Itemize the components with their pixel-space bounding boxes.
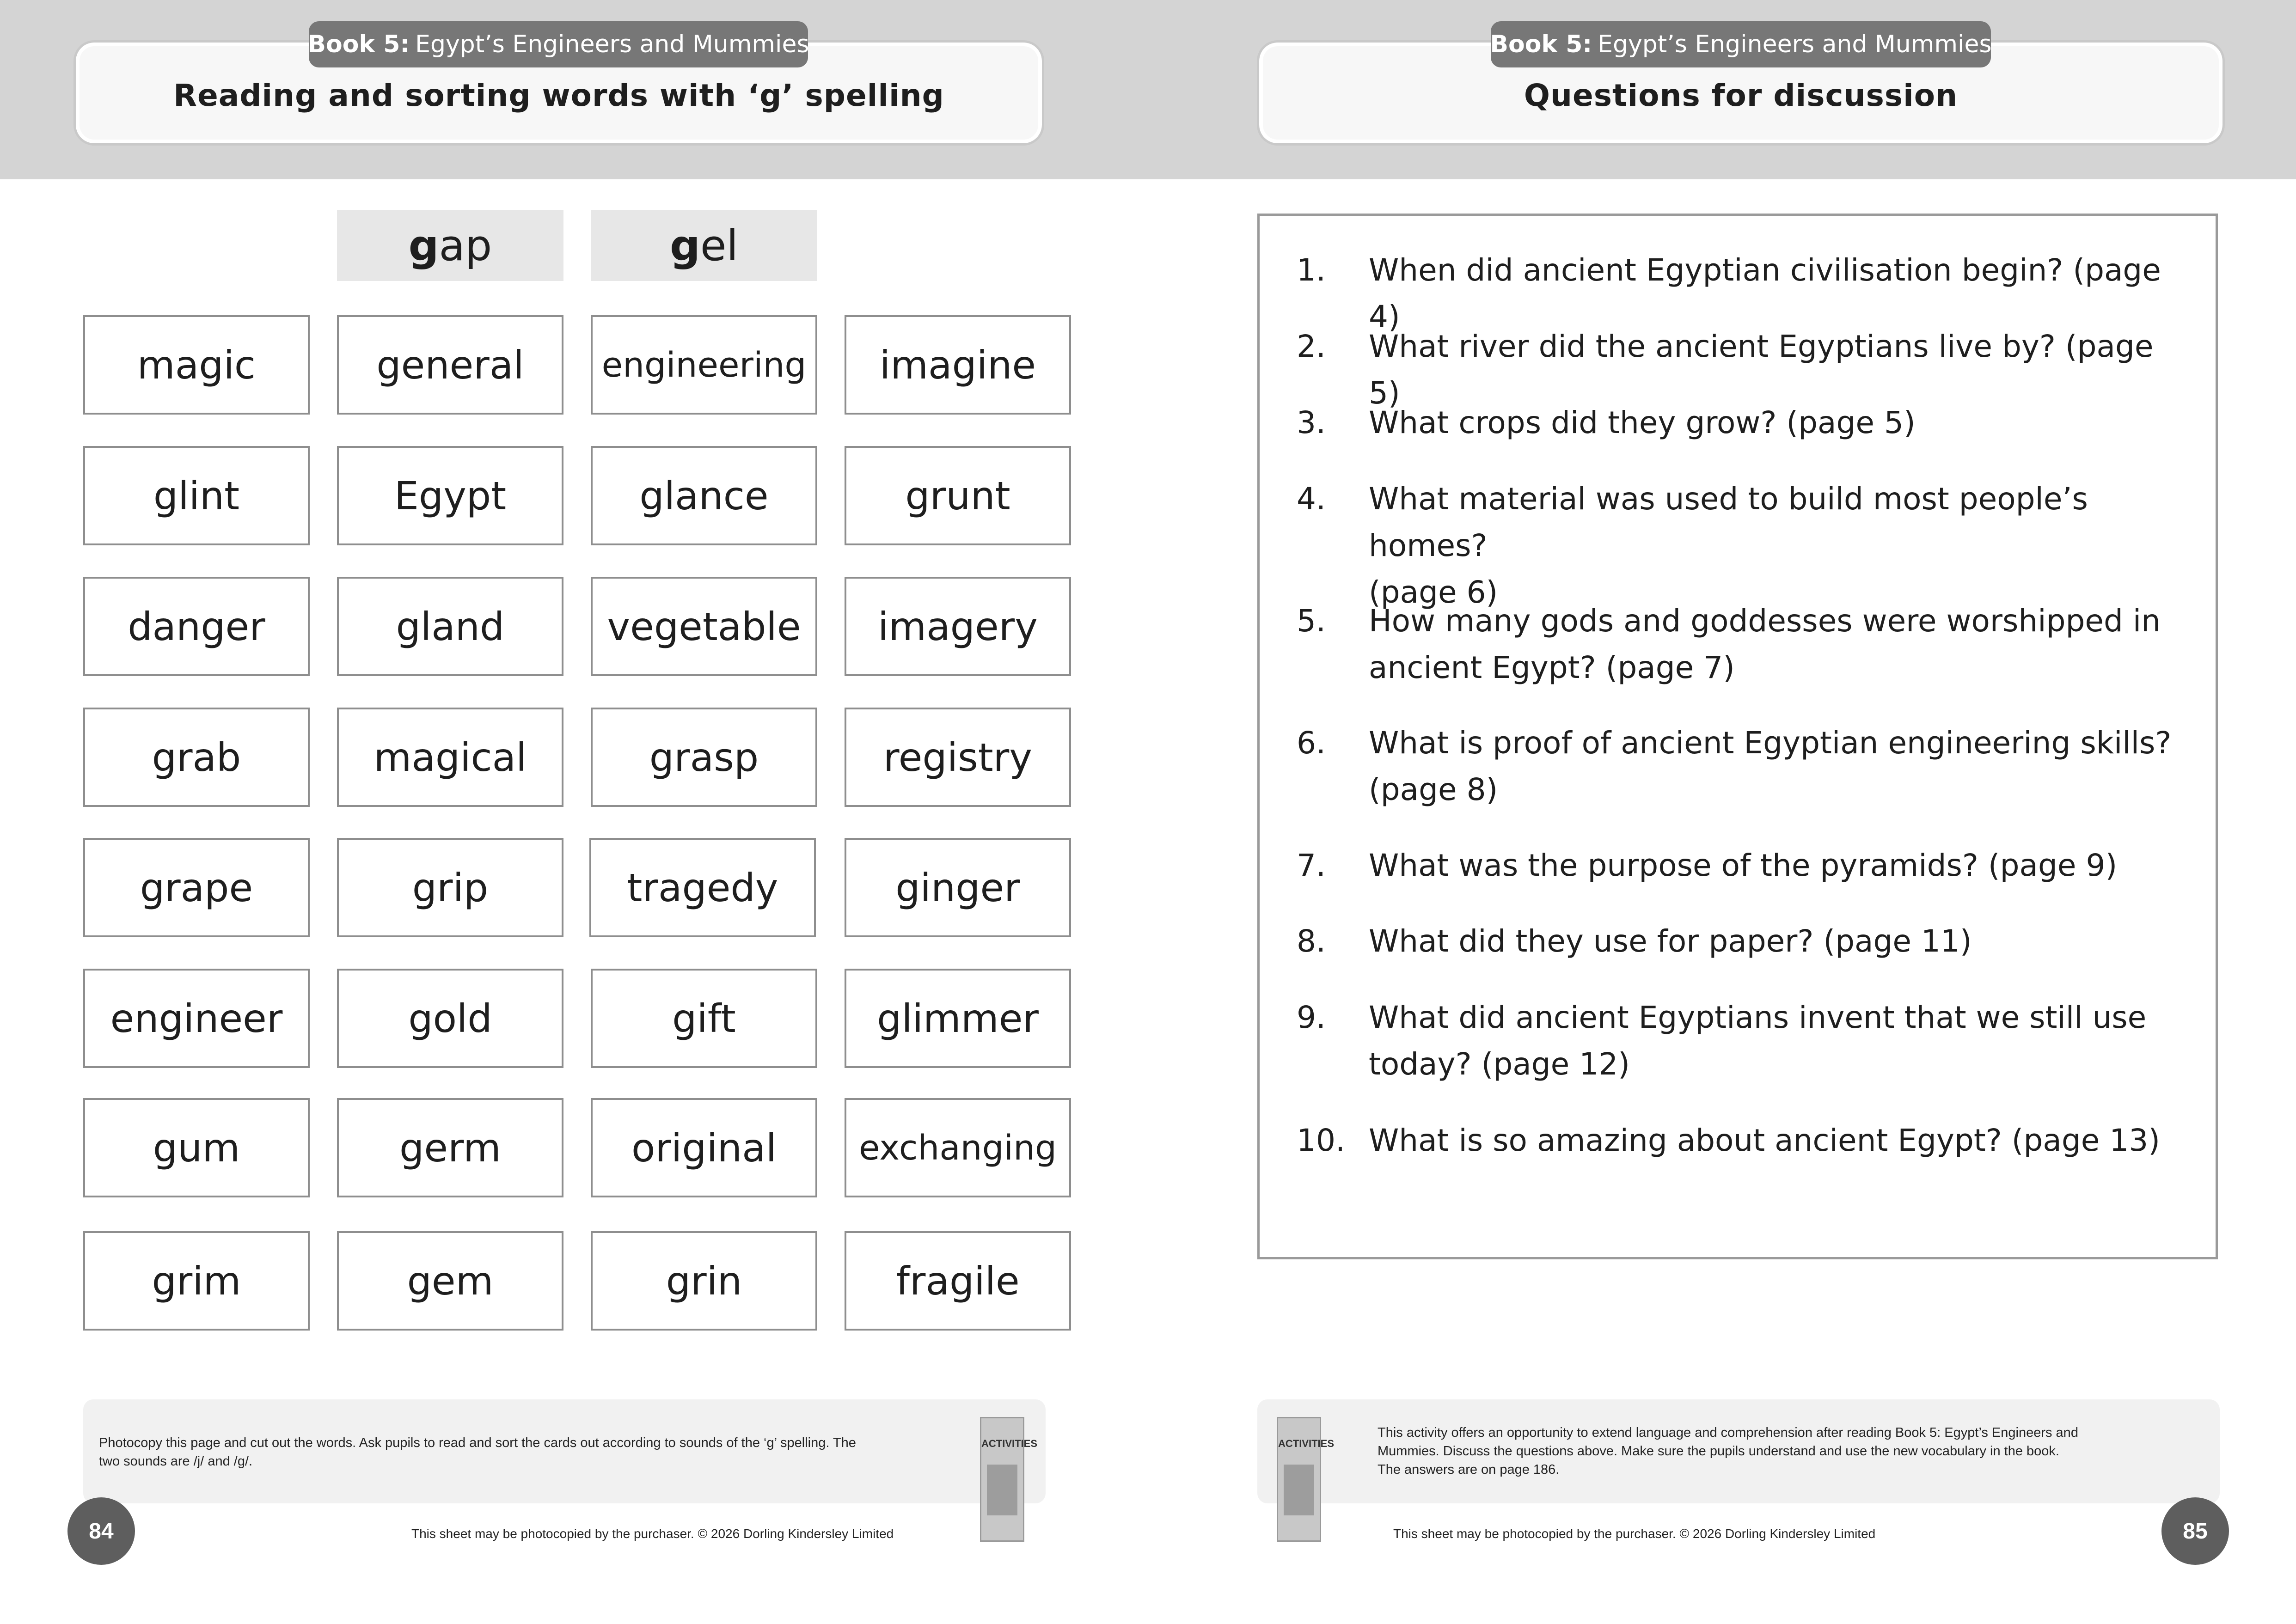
word-card[interactable]: gift <box>591 969 817 1068</box>
question-number: 4. <box>1297 481 1326 517</box>
word-card[interactable]: Egypt <box>337 446 563 545</box>
word-card[interactable]: vegetable <box>591 577 817 676</box>
right-copyright: This sheet may be photocopied by the purchaser. © 2026 Dorling Kindersley Limited <box>1393 1526 1876 1541</box>
word-card[interactable]: grape <box>83 838 310 937</box>
word-card[interactable]: imagine <box>845 315 1071 415</box>
word-card[interactable]: grasp <box>591 708 817 807</box>
cover-photo <box>987 1465 1017 1515</box>
question-item <box>1297 1117 2193 1164</box>
question-line: (page 8) <box>1369 772 1498 807</box>
question-item <box>1297 476 2193 616</box>
activities-book-cover-image <box>980 1417 1038 1542</box>
left-note-text <box>99 1434 931 1471</box>
note-line: The answers are on page 186. <box>1378 1462 1560 1477</box>
question-number: 9. <box>1297 1000 1326 1035</box>
question-item <box>1297 994 2193 1087</box>
word-card[interactable]: general <box>337 315 563 415</box>
word-card[interactable]: danger <box>83 577 310 676</box>
sort-header-rest: ap <box>439 220 492 270</box>
question-number: 2. <box>1297 329 1326 364</box>
question-item <box>1297 918 2193 965</box>
question-line: When did ancient Egyptian civilisation begin? (page 4) <box>1369 252 2161 335</box>
word-card[interactable]: grab <box>83 708 310 807</box>
word-card[interactable]: engineering <box>591 315 817 415</box>
word-card[interactable]: magical <box>337 708 563 807</box>
note-line: Mummies. Discuss the questions above. Make sure the pupils understand and use the new vocabulary in the book. <box>1378 1444 2059 1459</box>
right-note-text <box>1378 1423 2191 1479</box>
word-card[interactable]: gland <box>337 577 563 676</box>
question-line: What did ancient Egyptians invent that we still use <box>1369 1000 2147 1035</box>
word-card[interactable]: gum <box>83 1098 310 1197</box>
question-number: 1. <box>1297 252 1326 288</box>
sort-header-rest: el <box>700 220 739 270</box>
word-card[interactable]: gold <box>337 969 563 1068</box>
word-card[interactable]: grin <box>591 1231 817 1331</box>
word-card[interactable]: glance <box>591 446 817 545</box>
left-page-title: Reading and sorting words with ‘g’ spelling <box>173 77 944 113</box>
cover-title: ACTIVITIES <box>1278 1438 1335 1449</box>
left-book-tab <box>309 21 808 67</box>
question-number: 3. <box>1297 405 1326 440</box>
sort-header-gap <box>337 210 563 281</box>
question-number: 5. <box>1297 603 1326 639</box>
cover-title: ACTIVITIES <box>981 1438 1038 1449</box>
question-line: What was the purpose of the pyramids? (page 9) <box>1369 848 2118 883</box>
right-page-title: Questions for discussion <box>1524 77 1958 113</box>
word-card[interactable]: ginger <box>845 838 1071 937</box>
question-line: ancient Egypt? (page 7) <box>1369 650 1735 685</box>
word-card[interactable]: grim <box>83 1231 310 1331</box>
word-card[interactable]: imagery <box>845 577 1071 676</box>
sort-header-gel <box>591 210 817 281</box>
question-item <box>1297 399 2193 446</box>
word-card[interactable]: registry <box>845 708 1071 807</box>
word-card[interactable]: germ <box>337 1098 563 1197</box>
question-number: 6. <box>1297 725 1326 761</box>
question-line: What crops did they grow? (page 5) <box>1369 405 1916 440</box>
cover-photo <box>1284 1465 1314 1515</box>
question-number: 7. <box>1297 848 1326 883</box>
page-number-right: 85 <box>2161 1497 2229 1565</box>
sort-header-letter: g <box>669 220 700 270</box>
word-card[interactable]: exchanging <box>845 1098 1071 1197</box>
left-copyright: This sheet may be photocopied by the purchaser. © 2026 Dorling Kindersley Limited <box>411 1526 894 1541</box>
note-line: Photocopy this page and cut out the words. Ask pupils to read and sort the cards out according to sounds of the ‘g’ spelling. The <box>99 1435 856 1450</box>
right-book-tab-bold: Book 5: <box>1490 31 1592 58</box>
word-card[interactable]: original <box>591 1098 817 1197</box>
activities-book-cover-image <box>1277 1417 1335 1542</box>
question-line: What river did the ancient Egyptians live by? (page 5) <box>1369 329 2154 411</box>
page-number-left: 84 <box>67 1497 135 1565</box>
question-item <box>1297 598 2193 691</box>
question-number: 8. <box>1297 923 1326 959</box>
word-card[interactable]: gem <box>337 1231 563 1331</box>
word-card[interactable]: glimmer <box>845 969 1071 1068</box>
right-book-tab <box>1491 21 1991 67</box>
word-card[interactable]: glint <box>83 446 310 545</box>
question-number: 10. <box>1297 1123 1345 1158</box>
word-card[interactable]: engineer <box>83 969 310 1068</box>
word-card[interactable]: grunt <box>845 446 1071 545</box>
question-line: What material was used to build most people’s homes? <box>1369 481 2088 563</box>
word-card[interactable]: fragile <box>845 1231 1071 1331</box>
question-line: How many gods and goddesses were worshipped in <box>1369 603 2161 639</box>
question-line: What is proof of ancient Egyptian engineering skills? <box>1369 725 2172 761</box>
word-card[interactable]: tragedy <box>589 838 816 937</box>
note-line: This activity offers an opportunity to extend language and comprehension after reading Book 5: Egypt’s Engineers and <box>1378 1425 2078 1440</box>
word-card[interactable]: grip <box>337 838 563 937</box>
note-line: two sounds are /j/ and /g/. <box>99 1454 253 1469</box>
question-item <box>1297 842 2193 889</box>
question-line: today? (page 12) <box>1369 1046 1630 1082</box>
sort-header-letter: g <box>408 220 439 270</box>
question-item <box>1297 720 2193 813</box>
right-book-tab-text: Egypt’s Engineers and Mummies <box>1598 31 1992 58</box>
question-line: (page 6) <box>1369 574 1498 610</box>
word-card[interactable]: magic <box>83 315 310 415</box>
left-book-tab-text: Egypt’s Engineers and Mummies <box>415 31 809 58</box>
question-line: What is so amazing about ancient Egypt? (page 13) <box>1369 1123 2161 1158</box>
question-line: What did they use for paper? (page 11) <box>1369 923 1972 959</box>
left-book-tab-bold: Book 5: <box>307 31 410 58</box>
